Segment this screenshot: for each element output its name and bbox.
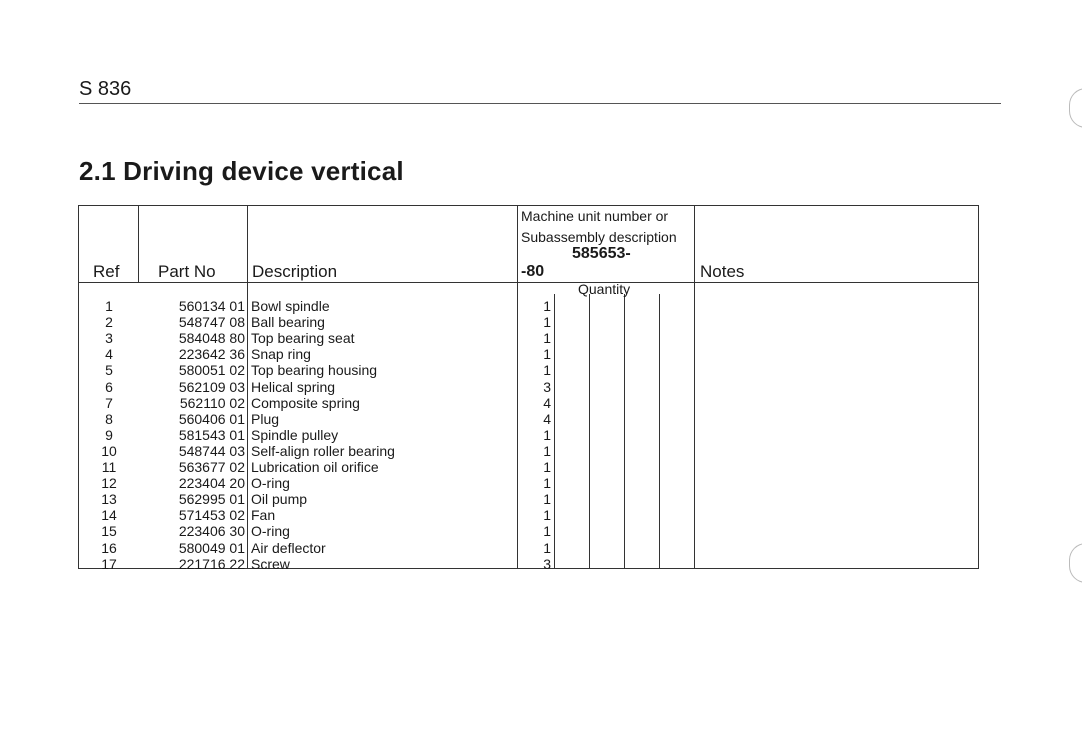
unit-suffix: -80 [521, 263, 545, 280]
description-cell: Plug [251, 410, 280, 427]
part-number-cell: 562995 01 [178, 491, 245, 508]
table-row [79, 459, 739, 475]
ref-cell: 10 [101, 442, 117, 459]
quantity-cell: 1 [543, 475, 551, 492]
ref-cell: 11 [101, 459, 117, 475]
parts-table [78, 205, 979, 572]
ref-cell: 6 [105, 378, 113, 395]
part-number-cell: 223406 30 [178, 523, 245, 540]
part-number-cell: 581543 01 [178, 426, 245, 443]
column-divider [138, 206, 139, 282]
ref-cell: 4 [105, 346, 113, 363]
quantity-cell: 3 [543, 555, 551, 572]
table-row [79, 523, 739, 539]
description-cell: O-ring [251, 523, 290, 540]
table-row [79, 411, 739, 427]
ref-cell: 2 [105, 314, 113, 331]
table-row [79, 540, 739, 556]
quantity-label: Quantity [578, 281, 631, 297]
quantity-cell: 4 [543, 410, 551, 427]
ref-cell: 12 [101, 475, 117, 492]
part-number-cell: 580051 02 [178, 362, 245, 379]
description-cell: Fan [251, 507, 276, 524]
table-row [79, 443, 739, 459]
header-notes: Notes [700, 262, 745, 281]
description-cell: O-ring [251, 475, 290, 492]
table-row [79, 395, 739, 411]
description-cell: Ball bearing [251, 314, 325, 331]
ref-cell: 17 [101, 555, 117, 572]
ref-cell: 1 [105, 298, 113, 314]
ref-cell: 7 [105, 394, 113, 411]
part-number-cell: 221716 22 [178, 555, 245, 572]
table-row [79, 427, 739, 443]
part-number-cell: 548744 03 [178, 442, 245, 459]
description-cell: Air deflector [251, 539, 326, 556]
ref-cell: 5 [105, 362, 113, 379]
quantity-cell: 3 [543, 378, 551, 395]
ref-cell: 15 [101, 523, 117, 540]
description-cell: Helical spring [251, 378, 336, 395]
part-number-cell: 223642 36 [178, 346, 245, 363]
part-number-cell: 560134 01 [178, 298, 245, 314]
part-number-cell: 548747 08 [178, 314, 245, 331]
part-number-cell: 223404 20 [178, 475, 245, 492]
quantity-cell: 1 [543, 330, 551, 347]
subassembly-label: Subassembly description [521, 229, 677, 245]
part-number-cell: 571453 02 [178, 507, 245, 524]
description-cell: Spindle pulley [251, 426, 339, 443]
quantity-cell: 1 [543, 442, 551, 459]
table-row [79, 491, 739, 507]
header-divider [79, 103, 1001, 104]
unit-number: 585653- [572, 245, 631, 262]
description-cell: Screw [251, 555, 290, 572]
quantity-cell: 1 [543, 298, 551, 314]
ref-cell: 16 [101, 539, 117, 556]
table-row [79, 346, 739, 362]
quantity-cell: 1 [543, 362, 551, 379]
description-cell: Lubrication oil orifice [251, 459, 379, 475]
header-part-no: Part No [158, 262, 216, 281]
table-row [79, 298, 739, 314]
quantity-cell: 1 [543, 507, 551, 524]
ref-cell: 9 [105, 426, 113, 443]
table-row [79, 507, 739, 523]
quantity-cell: 1 [543, 523, 551, 540]
punch-hole-mark [1069, 543, 1082, 583]
table-row [79, 330, 739, 346]
ref-cell: 3 [105, 330, 113, 347]
part-number-cell: 562109 03 [178, 378, 245, 395]
part-number-cell: 563677 02 [178, 459, 245, 475]
quantity-cell: 1 [543, 346, 551, 363]
table-row [79, 314, 739, 330]
description-cell: Bowl spindle [251, 298, 330, 314]
header-description: Description [252, 262, 338, 281]
table-row [79, 556, 739, 572]
description-cell: Snap ring [251, 346, 311, 363]
quantity-cell: 1 [543, 426, 551, 443]
table-row [79, 475, 739, 491]
ref-cell: 13 [101, 491, 117, 508]
table-row [79, 362, 739, 378]
description-cell: Top bearing seat [251, 330, 355, 347]
part-number-cell: 562110 02 [179, 394, 245, 411]
header-ref: Ref [93, 262, 120, 281]
header-bottom-rule [79, 282, 978, 283]
description-cell: Self-align roller bearing [251, 442, 395, 459]
part-number-cell: 560406 01 [178, 410, 245, 427]
quantity-cell: 1 [543, 491, 551, 508]
part-number-cell: 580049 01 [178, 539, 245, 556]
quantity-cell: 4 [543, 394, 551, 411]
description-cell: Composite spring [251, 394, 360, 411]
document-code: S 836 [79, 78, 132, 100]
punch-hole-mark [1069, 88, 1082, 128]
part-number-cell: 584048 80 [178, 330, 245, 347]
ref-cell: 8 [105, 410, 113, 427]
description-cell: Oil pump [251, 491, 308, 508]
quantity-cell: 1 [543, 459, 551, 475]
description-cell: Top bearing housing [251, 362, 378, 379]
table-row [79, 379, 739, 395]
quantity-cell: 1 [543, 539, 551, 556]
section-title: 2.1 Driving device vertical [79, 156, 404, 186]
ref-cell: 14 [101, 507, 117, 524]
machine-unit-label: Machine unit number or [521, 208, 669, 224]
quantity-cell: 1 [543, 314, 551, 331]
